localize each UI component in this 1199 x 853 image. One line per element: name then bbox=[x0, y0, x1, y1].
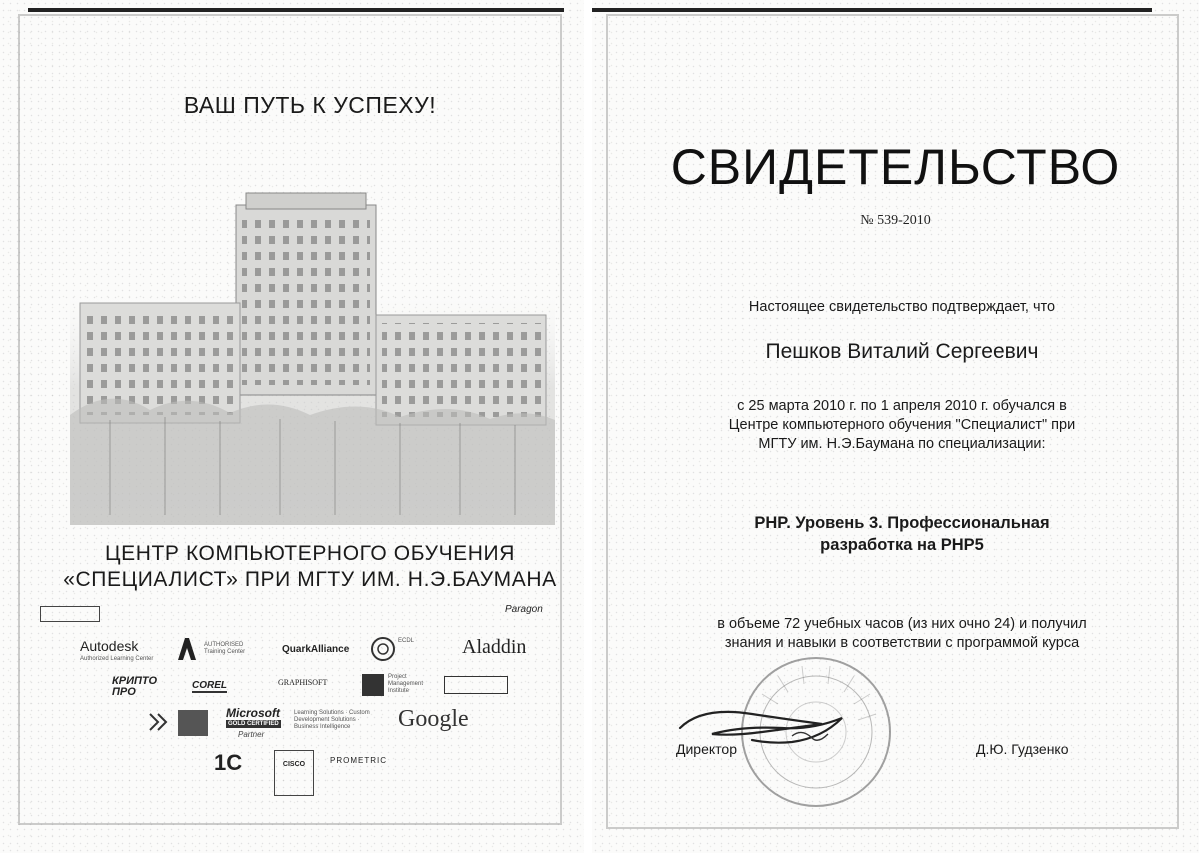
building-illustration bbox=[70, 185, 555, 525]
solidworks-icon bbox=[144, 710, 172, 736]
course-title-line-2: разработка на PHP5 bbox=[820, 536, 984, 554]
partner-logo-kripto: КРИПТО ПРО bbox=[112, 675, 158, 698]
volume-line-2: знания и навыки в соответствии с программой курса bbox=[724, 635, 1080, 651]
center-name-line-1: ЦЕНТР КОМПЬЮТЕРНОГО ОБУЧЕНИЯ bbox=[104, 542, 516, 565]
partner-logo-quark: QuarkAlliance bbox=[282, 644, 350, 655]
partner-logo-1c: 1С bbox=[214, 750, 243, 775]
recipient-name: Пешков Виталий Сергеевич bbox=[765, 340, 1039, 363]
volume-line-1: в объеме 72 учебных часов (из них очно 24) и получил bbox=[717, 616, 1087, 632]
partner-logo-autodesk: Autodesk bbox=[80, 638, 139, 654]
certificate-title: СВИДЕТЕЛЬСТВО bbox=[670, 139, 1121, 195]
ecdl-label: ECDL bbox=[398, 638, 415, 644]
partner-logo-microsoft: Microsoft bbox=[226, 706, 280, 720]
partner-logo-paragon: Paragon bbox=[505, 604, 543, 615]
partner-logo-aladdin: Aladdin bbox=[462, 636, 527, 658]
partner-logo-dark bbox=[178, 710, 208, 736]
ms-partner-label: Partner bbox=[238, 730, 265, 739]
certificate-number: № 539-2010 bbox=[860, 213, 931, 228]
pmi-label: Project Management Institute bbox=[388, 674, 424, 694]
ms-competencies: Learning Solutions · Custom Development Solutions · Business Intelligence bbox=[294, 710, 370, 730]
autodesk-subtitle: Authorized Learning Center bbox=[80, 656, 154, 662]
partner-logo-cisco: CISCO bbox=[274, 750, 314, 796]
director-label: Директор bbox=[676, 741, 737, 757]
partner-logo-corel: COREL bbox=[192, 680, 227, 691]
center-name-line-2: «СПЕЦИАЛИСТ» ПРИ МГТУ ИМ. Н.Э.БАУМАНА bbox=[63, 568, 557, 591]
top-rule bbox=[592, 8, 1152, 12]
partner-logo-prometric: PROMETRIC bbox=[330, 756, 387, 765]
adobe-subtitle: AUTHORISED Training Center bbox=[204, 642, 246, 655]
partner-logo-box bbox=[444, 676, 508, 694]
certificate-left-page bbox=[0, 0, 584, 853]
partner-logo-graphisoft: GRAPHISOFT bbox=[278, 678, 328, 687]
partner-logo-kaspersky bbox=[40, 606, 100, 622]
period-line-1: с 25 марта 2010 г. по 1 апреля 2010 г. обучался в bbox=[737, 398, 1067, 414]
ms-gold-badge: GOLD CERTIFIED bbox=[228, 721, 279, 727]
partner-logo-google: Google bbox=[398, 706, 469, 732]
period-line-2: Центре компьютерного обучения "Специалист" при bbox=[728, 417, 1076, 433]
period-line-3: МГТУ им. Н.Э.Баумана по специализации: bbox=[758, 436, 1046, 452]
course-title-line-1: PHP. Уровень 3. Профессиональная bbox=[754, 514, 1050, 532]
ecdl-icon bbox=[370, 636, 396, 662]
adobe-icon bbox=[176, 636, 198, 662]
pmi-icon bbox=[362, 674, 384, 696]
director-name: Д.Ю. Гудзенко bbox=[976, 741, 1069, 757]
slogan: ВАШ ПУТЬ К УСПЕХУ! bbox=[183, 92, 437, 118]
top-rule bbox=[28, 8, 564, 12]
confirm-text: Настоящее свидетельство подтверждает, что bbox=[748, 299, 1056, 315]
